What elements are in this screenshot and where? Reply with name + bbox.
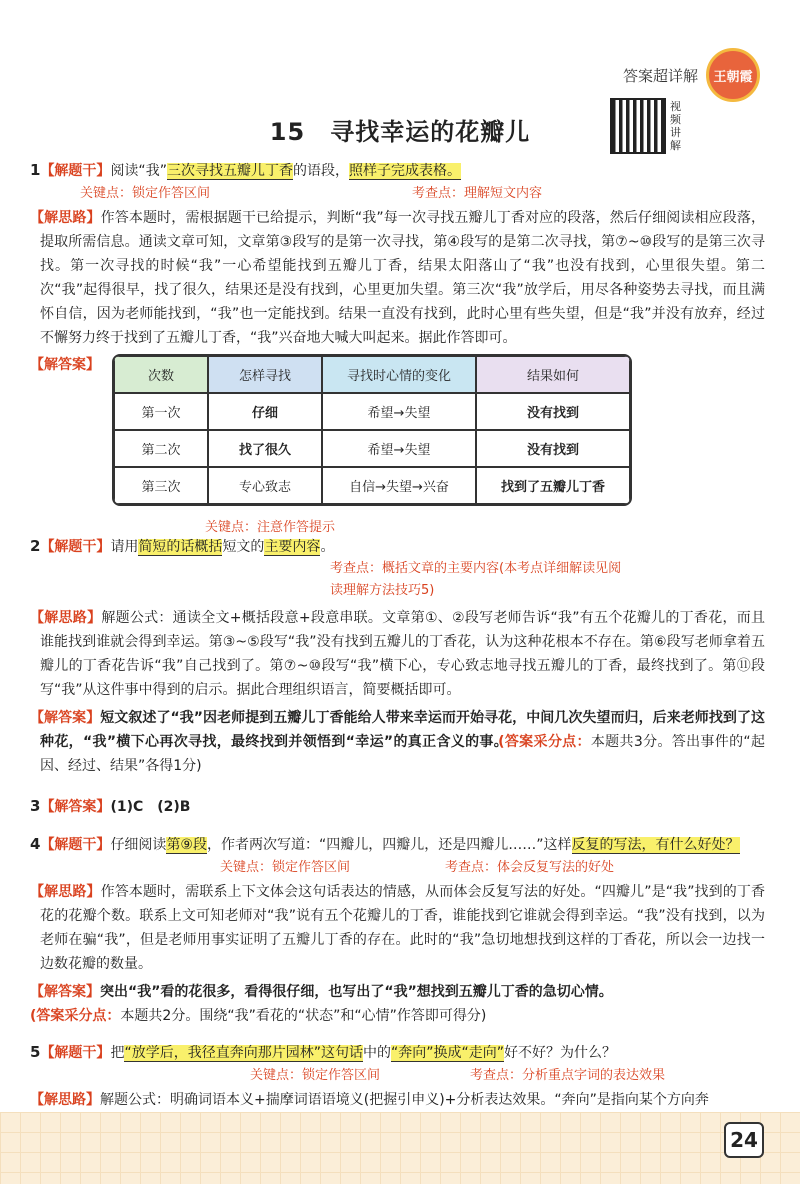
content (30, 160, 765, 1120)
answer-text: 突出“我”看的花很多，看得很仔细，也写出了“我”想找到五瓣儿丁香的急切心情。 (100, 984, 613, 1000)
stem-highlight: 主要内容 (264, 539, 321, 555)
note-row (30, 1062, 765, 1084)
score-text: 本题共3分。答出事件的“起因、经过、结果”各得1分) (40, 734, 765, 774)
table-header: 怎样寻找 (208, 356, 322, 393)
answer-tag: 【解答案】 (40, 799, 111, 815)
key-note: 关键点：注意作答提示 (205, 520, 336, 535)
table-cell: 希望→失望 (322, 393, 476, 430)
stem-text: 短文的 (222, 539, 265, 555)
think-tag: 【解思路】 (30, 884, 101, 900)
table-cell: 找到了五瓣儿丁香 (476, 467, 630, 504)
stem-tag: 【解题干】 (40, 1045, 111, 1061)
question-2 (30, 514, 765, 778)
stem-text: 好不好？为什么？ (503, 1045, 616, 1061)
answer-tag: 【解答案】 (30, 984, 100, 1000)
stem-text: 请用 (110, 539, 139, 555)
key-note: 关键点：锁定作答区间 (220, 860, 351, 875)
answer-block (30, 354, 765, 506)
table-header: 次数 (114, 356, 208, 393)
note-row (30, 514, 765, 536)
think-text: 作答本题时，需根据题干已给提示，判断“我”每一次寻找五瓣儿丁香对应的段落，然后仔细阅读相应段落，提取所需信息。通读文章可知，文章第③段写的是第一次寻找，第④段写的是第二次寻找，第⑦~⑩段写的是第三次寻找。第一次寻找的时候“我”一心希望能找到五瓣儿丁香，结果太阳落山了“我”也没有找到，心里很失望。第二次“我”起得很早，找了很久，结果还是没有找到，心里更加失望。第三次“我”放学后，用尽各种姿势去寻找，而且满怀自信，因为老师能找到，“我”也一定能找到。结果一直没有找到，此时心里有些失望，但是“我”并没有放弃，经过不懈努力终于找到了五瓣儿丁香，“我”兴奋地大喊大叫起来。据此作答即可。 (40, 210, 765, 346)
score-tag: (答案采分点： (30, 1008, 121, 1024)
answer-tag: 【解答案】 (30, 357, 100, 373)
note-row (30, 854, 765, 876)
table-row (114, 430, 630, 467)
question-number: 2 (30, 537, 41, 555)
table-header-row (114, 356, 630, 393)
footer-grid (0, 1112, 800, 1184)
qr-code-icon[interactable] (610, 98, 666, 154)
think-text: 解题公式：明确词语本义+揣摩词语语境义(把握引申义)+分析表达效果。“奔向”是指向某个方向奔 (100, 1092, 709, 1108)
table-cell: 找了很久 (208, 430, 322, 467)
question-number: 4 (30, 835, 41, 853)
stem-text: 中的 (362, 1045, 391, 1061)
key-note: 关键点：锁定作答区间 (250, 1068, 381, 1083)
answer-table (112, 354, 632, 506)
question-4 (30, 834, 765, 1028)
think-text: 作答本题时，需联系上下文体会这句话表达的情感，从而体会反复写法的好处。“四瓣儿”是“我”找到的丁香花的花瓣个数。联系上文可知老师对“我”说有五个花瓣儿的丁香，谁能找到它谁就会得到幸运。“我”没有找到，以为老师在骗“我”，但是老师用事实证明了五瓣儿丁香的存在。此时的“我”急切地想找到这样的丁香花，所以会一边找一边数花瓣的数量。 (40, 884, 766, 972)
stem-highlight: 三次寻找五瓣儿丁香 (166, 163, 293, 179)
table-cell: 第三次 (114, 467, 208, 504)
stem-text: 。 (320, 539, 335, 555)
stem-highlight: “奔向”换成“走向” (390, 1045, 504, 1061)
stem-text: 的语段， (292, 163, 349, 179)
answer-paragraph (30, 706, 765, 778)
question-5 (30, 1042, 765, 1112)
question-number: 1 (30, 161, 41, 179)
stem-tag: 【解题干】 (40, 163, 111, 179)
table-row (114, 393, 630, 430)
think-paragraph (30, 206, 765, 350)
logo-text: 王朝霞 (713, 69, 753, 85)
table-cell: 希望→失望 (322, 430, 476, 467)
table-cell: 专心致志 (208, 467, 322, 504)
stem-highlight: “放学后，我径直奔向那片园林”这句话 (124, 1045, 363, 1061)
think-tag: 【解思路】 (30, 1092, 100, 1108)
think-paragraph (30, 606, 765, 702)
exam-note: 考查点：理解短文内容 (412, 186, 543, 201)
answer-text: (1)C (2)B (110, 799, 191, 815)
page-title: 15 寻找幸运的花瓣儿 (269, 118, 531, 146)
think-tag: 【解思路】 (30, 210, 101, 226)
header-tagline: 答案超详解 (622, 66, 698, 85)
table-row (114, 467, 630, 504)
score-tag: (答案采分点： (498, 734, 591, 750)
question-3 (30, 796, 765, 816)
stem-highlight: 简短的话概括 (138, 539, 223, 555)
stem-tag: 【解题干】 (40, 837, 111, 853)
think-paragraph (30, 1088, 765, 1112)
think-tag: 【解思路】 (30, 610, 102, 626)
table-header: 结果如何 (476, 356, 630, 393)
stem-text: 阅读“我” (110, 163, 167, 179)
header (623, 48, 760, 102)
exam-note: 考查点：概括文章的主要内容(本考点详细解读见阅读理解方法技巧5) (330, 561, 622, 598)
question-number: 5 (30, 1043, 41, 1061)
page-number: 24 (724, 1122, 764, 1158)
think-text: 解题公式：通读全文+概括段意+段意串联。文章第①、②段写老师告诉“我”有五个花瓣儿的丁香花，而且谁能找到谁就会得到幸运。第③~⑤段写“我”没有找到五瓣儿的丁香花，认为这种花根本不存在。第⑥段写老师拿着五瓣儿的丁香花告诉“我”自己找到了。第⑦~⑩段写“我”横下心，专心致志地寻找五瓣儿的丁香，最终找到了。第⑪段写“我”从这件事中得到的启示。据此合理组织语言，简要概括即可。 (40, 610, 765, 698)
answer-text: 短文叙述了“我”因老师提到五瓣儿丁香能给人带来幸运而开始寻花，中间几次失望而归，后来老师找到了这种花，“我”横下心再次寻找，最终找到并领悟到“幸运”的真正含义的事。 (40, 710, 765, 750)
stem-highlight: 反复的写法，有什么好处？ (571, 837, 740, 853)
stem-text: 仔细阅读 (110, 837, 167, 853)
stem-tag: 【解题干】 (40, 539, 111, 555)
table-cell: 仔细 (208, 393, 322, 430)
score-text: 本题共2分。围绕“我”看花的“状态”和“心情”作答即可得分) (120, 1008, 487, 1024)
table-header: 寻找时心情的变化 (322, 356, 476, 393)
stem-highlight: 第⑨段 (166, 837, 207, 853)
table-cell: 第二次 (114, 430, 208, 467)
stem-text: ，作者两次写道：“四瓣儿，四瓣儿，还是四瓣儿……”这样 (207, 837, 572, 853)
answer-tag: 【解答案】 (30, 710, 101, 726)
qr-label: 视频讲解 (670, 100, 681, 152)
note-row (30, 180, 765, 202)
think-paragraph (30, 880, 765, 976)
table-cell: 没有找到 (476, 430, 630, 467)
exam-note: 考查点：体会反复写法的好处 (445, 860, 615, 875)
key-note: 关键点：锁定作答区间 (80, 186, 211, 201)
table-cell: 没有找到 (476, 393, 630, 430)
stem-text: 把 (110, 1045, 125, 1061)
question-1 (30, 160, 765, 506)
stem-highlight: 照样子完成表格。 (348, 163, 461, 179)
table-cell: 第一次 (114, 393, 208, 430)
answer-paragraph (30, 980, 765, 1028)
table-cell: 自信→失望→兴奋 (322, 467, 476, 504)
brand-logo (706, 48, 760, 102)
exam-note: 考查点：分析重点字词的表达效果 (470, 1068, 666, 1083)
question-number: 3 (30, 797, 41, 815)
